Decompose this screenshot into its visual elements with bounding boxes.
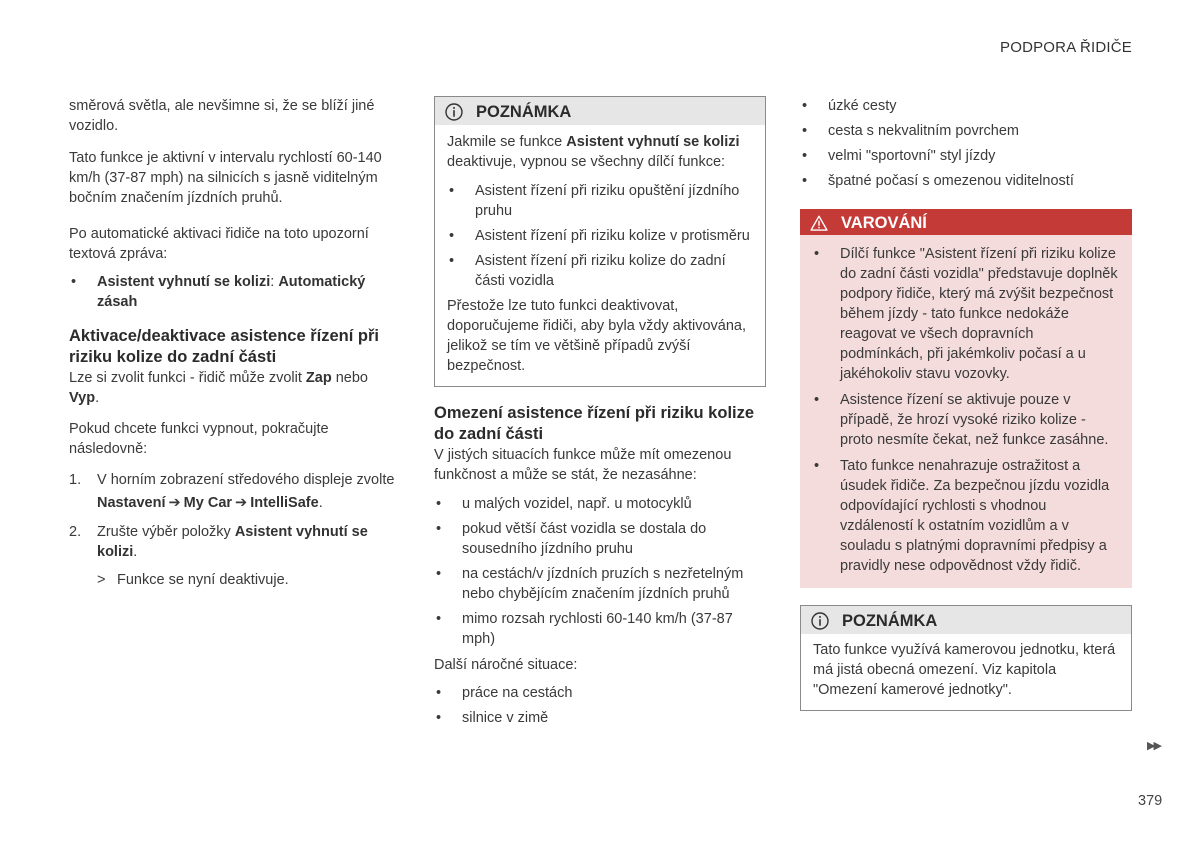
note-box bbox=[434, 96, 766, 387]
step-1 bbox=[69, 470, 399, 513]
message-separator: : bbox=[270, 274, 279, 290]
activation-heading: Aktivace/deaktivace asistence řízení při riziku kolize do zadní části bbox=[69, 327, 380, 366]
list-item: • Asistent řízení při riziku kolize do zadní části vozidla bbox=[447, 251, 755, 291]
result-marker: > bbox=[97, 572, 106, 588]
warning-list bbox=[812, 244, 1120, 576]
note-bold: Asistent vyhnutí se kolizi bbox=[566, 134, 740, 150]
continue-arrows-icon: ▶▶ bbox=[1147, 740, 1160, 752]
section-title: PODPORA ŘIDIČE bbox=[1000, 39, 1132, 56]
speed-paragraph: Tato funkce je aktivní v intervalu rychlostí 60-140 km/h (37-87 mph) na silnicích s jasně viditelným bočním značením jízdních pruhů. bbox=[69, 150, 382, 206]
arrow-right-icon: ➔ bbox=[168, 495, 181, 511]
choose-end: . bbox=[95, 390, 100, 406]
warning-box bbox=[800, 209, 1132, 588]
intro-paragraph: směrová světla, ale nevšimne si, že se blíží jiné vozidlo. bbox=[69, 98, 375, 134]
zap-label: Zap bbox=[305, 370, 332, 386]
path-nastaveni: Nastavení bbox=[97, 495, 166, 511]
warning-header bbox=[800, 209, 1132, 235]
steps-list bbox=[69, 470, 399, 590]
list-item: • Dílčí funkce "Asistent řízení při riziku kolize do zadní části vozidla" představuje doplněk podpory řidiče, který má zvýšit bezpečnost během jízdy - tato funkce nedokáže reagovat ve všech dopravních podmínkách, při jakémkoliv počasí a u jakéhokoliv stavu vozovky. bbox=[812, 244, 1120, 384]
info-circle-icon bbox=[811, 612, 829, 630]
vyp-label: Vyp bbox=[69, 390, 96, 406]
message-bold-2: Automatický zásah bbox=[97, 274, 366, 310]
note-header bbox=[435, 97, 765, 125]
step-1-number: 1. bbox=[69, 472, 82, 488]
note-text-a: Jakmile se funkce bbox=[447, 134, 567, 150]
list-item: • špatné počasí s omezenou viditelností bbox=[800, 171, 1132, 191]
step-1-text: V horním zobrazení středového displeje zvolte bbox=[97, 472, 395, 488]
list-item: • pokud větší část vozidla se dostala do sousedního jízdního pruhu bbox=[434, 519, 766, 559]
step-2-end: . bbox=[133, 544, 138, 560]
list-item: • u malých vozidel, např. u motocyklů bbox=[434, 494, 766, 514]
list-item: • velmi "sportovní" styl jízdy bbox=[800, 146, 1132, 166]
situation-list bbox=[800, 96, 1132, 191]
choose-text-a: Lze si zvolit funkci - řidič může zvolit bbox=[69, 370, 306, 386]
warning-title: VAROVÁNÍ bbox=[841, 214, 927, 232]
path-intellisafe: IntelliSafe bbox=[250, 495, 319, 511]
page-number: 379 bbox=[1138, 793, 1163, 809]
list-item: • mimo rozsah rychlosti 60-140 km/h (37-87 mph) bbox=[434, 609, 766, 649]
step-result bbox=[97, 570, 399, 590]
column-2 bbox=[434, 96, 766, 728]
auto-paragraph: Po automatické aktivaci řidiče na toto upozorní textová zpráva: bbox=[69, 226, 369, 262]
info-circle-icon bbox=[445, 103, 463, 121]
arrow-right-icon: ➔ bbox=[235, 495, 248, 511]
column-1 bbox=[69, 96, 399, 590]
note-body bbox=[435, 125, 765, 386]
path-my-car: My Car bbox=[183, 495, 233, 511]
warning-triangle-icon bbox=[810, 214, 828, 232]
list-item: • Asistent řízení při riziku kolize v protisměru bbox=[447, 226, 755, 246]
message-item bbox=[69, 272, 399, 312]
other-list bbox=[434, 683, 766, 728]
limitation-heading: Omezení asistence řízení při riziku kolize do zadní části bbox=[434, 404, 755, 443]
note-title: POZNÁMKA bbox=[842, 612, 938, 630]
note-text: Tato funkce využívá kamerovou jednotku, která má jistá obecná omezení. Viz kapitola "Omezení kamerové jednotky". bbox=[813, 642, 1116, 698]
list-item: • Asistent řízení při riziku opuštění jízdního pruhu bbox=[447, 181, 755, 221]
message-list bbox=[69, 272, 399, 312]
step-2-text: Zrušte výběr položky bbox=[97, 524, 235, 540]
list-item: • silnice v zimě bbox=[434, 708, 766, 728]
note-footer: Přestože lze tuto funkci deaktivovat, doporučujeme řidiči, aby byla vždy aktivována, jelikož se tím ve většině případů zvýší bezpečnost. bbox=[447, 298, 747, 374]
path-end: . bbox=[318, 495, 323, 511]
note-box-2 bbox=[800, 605, 1132, 711]
note-header bbox=[801, 606, 1131, 634]
other-paragraph: Další náročné situace: bbox=[434, 657, 578, 673]
limitation-paragraph: V jistých situacích funkce může mít omezenou funkčnost a může se stát, že nezasáhne: bbox=[434, 447, 732, 483]
settings-path bbox=[97, 493, 399, 513]
list-item: • cesta s nekvalitním povrchem bbox=[800, 121, 1132, 141]
limitation-list bbox=[434, 494, 766, 649]
result-text: Funkce se nyní deaktivuje. bbox=[117, 572, 289, 588]
list-item: • úzké cesty bbox=[800, 96, 1132, 116]
list-item: • Asistence řízení se aktivuje pouze v případě, že hrozí vysoké riziko kolize - proto nesmíte čekat, než funkce zasáhne. bbox=[812, 390, 1120, 450]
note-intro bbox=[447, 132, 755, 172]
warning-body bbox=[800, 235, 1132, 588]
note-body bbox=[801, 634, 1131, 710]
list-item: • na cestách/v jízdních pruzích s nezřetelným nebo chybějícím značením jízdních pruhů bbox=[434, 564, 766, 604]
note-text-b: deaktivuje, vypnou se všechny dílčí funkce: bbox=[447, 154, 726, 170]
column-3 bbox=[800, 96, 1132, 711]
note-title: POZNÁMKA bbox=[476, 103, 572, 121]
step-2-number: 2. bbox=[69, 524, 82, 540]
message-bold: Asistent vyhnutí se kolizi bbox=[97, 274, 271, 290]
step-2 bbox=[69, 522, 399, 590]
list-item: • Tato funkce nenahrazuje ostražitost a úsudek řidiče. Za bezpečnou jízdu vozidla odpovídající rychlosti s vhodnou vzdáleností k ostatním vozidlům a v souladu s platnými dopravními předpisy a pravidly nese odpovědnost vždy řidič. bbox=[812, 456, 1120, 576]
step-2-bold: Asistent vyhnutí se kolizi bbox=[97, 524, 368, 560]
note-list bbox=[447, 181, 755, 291]
choose-text-b: nebo bbox=[331, 370, 368, 386]
list-item: • práce na cestách bbox=[434, 683, 766, 703]
disable-paragraph: Pokud chcete funkci vypnout, pokračujte následovně: bbox=[69, 421, 329, 457]
choose-paragraph bbox=[69, 368, 399, 408]
